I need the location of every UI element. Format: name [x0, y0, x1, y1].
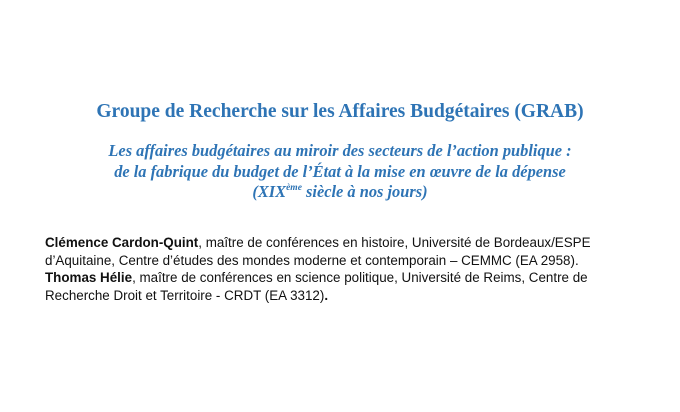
author-1-line-2: d’Aquitaine, Centre d’études des mondes moderne et contemporain – CEMMC (EA 2958). — [45, 252, 579, 268]
author-2-line-2 — [45, 287, 665, 305]
author-1-line-1 — [45, 234, 665, 252]
page-subtitle — [0, 141, 680, 203]
author-1-affiliation-part-1: , maître de conférences en histoire, Université de Bordeaux/ESPE — [198, 235, 591, 250]
author-2-line-1 — [45, 269, 665, 287]
subtitle-line-3 — [0, 182, 680, 203]
authors-block — [45, 234, 665, 304]
author-2-name: Thomas Hélie — [45, 270, 133, 286]
author-2-end-mark: . — [324, 287, 329, 303]
author-1-name: Clémence Cardon-Quint — [45, 235, 199, 250]
page-title: Groupe de Recherche sur les Affaires Budgétaires (GRAB) — [96, 101, 584, 122]
subtitle-line-2: de la fabrique du budget de l’État à la mise en œuvre de la dépense — [114, 161, 566, 181]
subtitle-century-prefix: (XIX — [252, 182, 287, 201]
author-2-affiliation-part-2: Recherche Droit et Territoire - CRDT (EA 3312) — [45, 287, 325, 303]
author-2-affiliation-part-1: , maître de conférences en science politique, Université de Reims, Centre de — [132, 270, 588, 286]
subtitle-line-1: Les affaires budgétaires au miroir des secteurs de l’action publique : — [108, 141, 572, 160]
subtitle-century-suffix: siècle à nos jours) — [301, 182, 428, 201]
subtitle-century-superscript: ème — [286, 182, 302, 193]
